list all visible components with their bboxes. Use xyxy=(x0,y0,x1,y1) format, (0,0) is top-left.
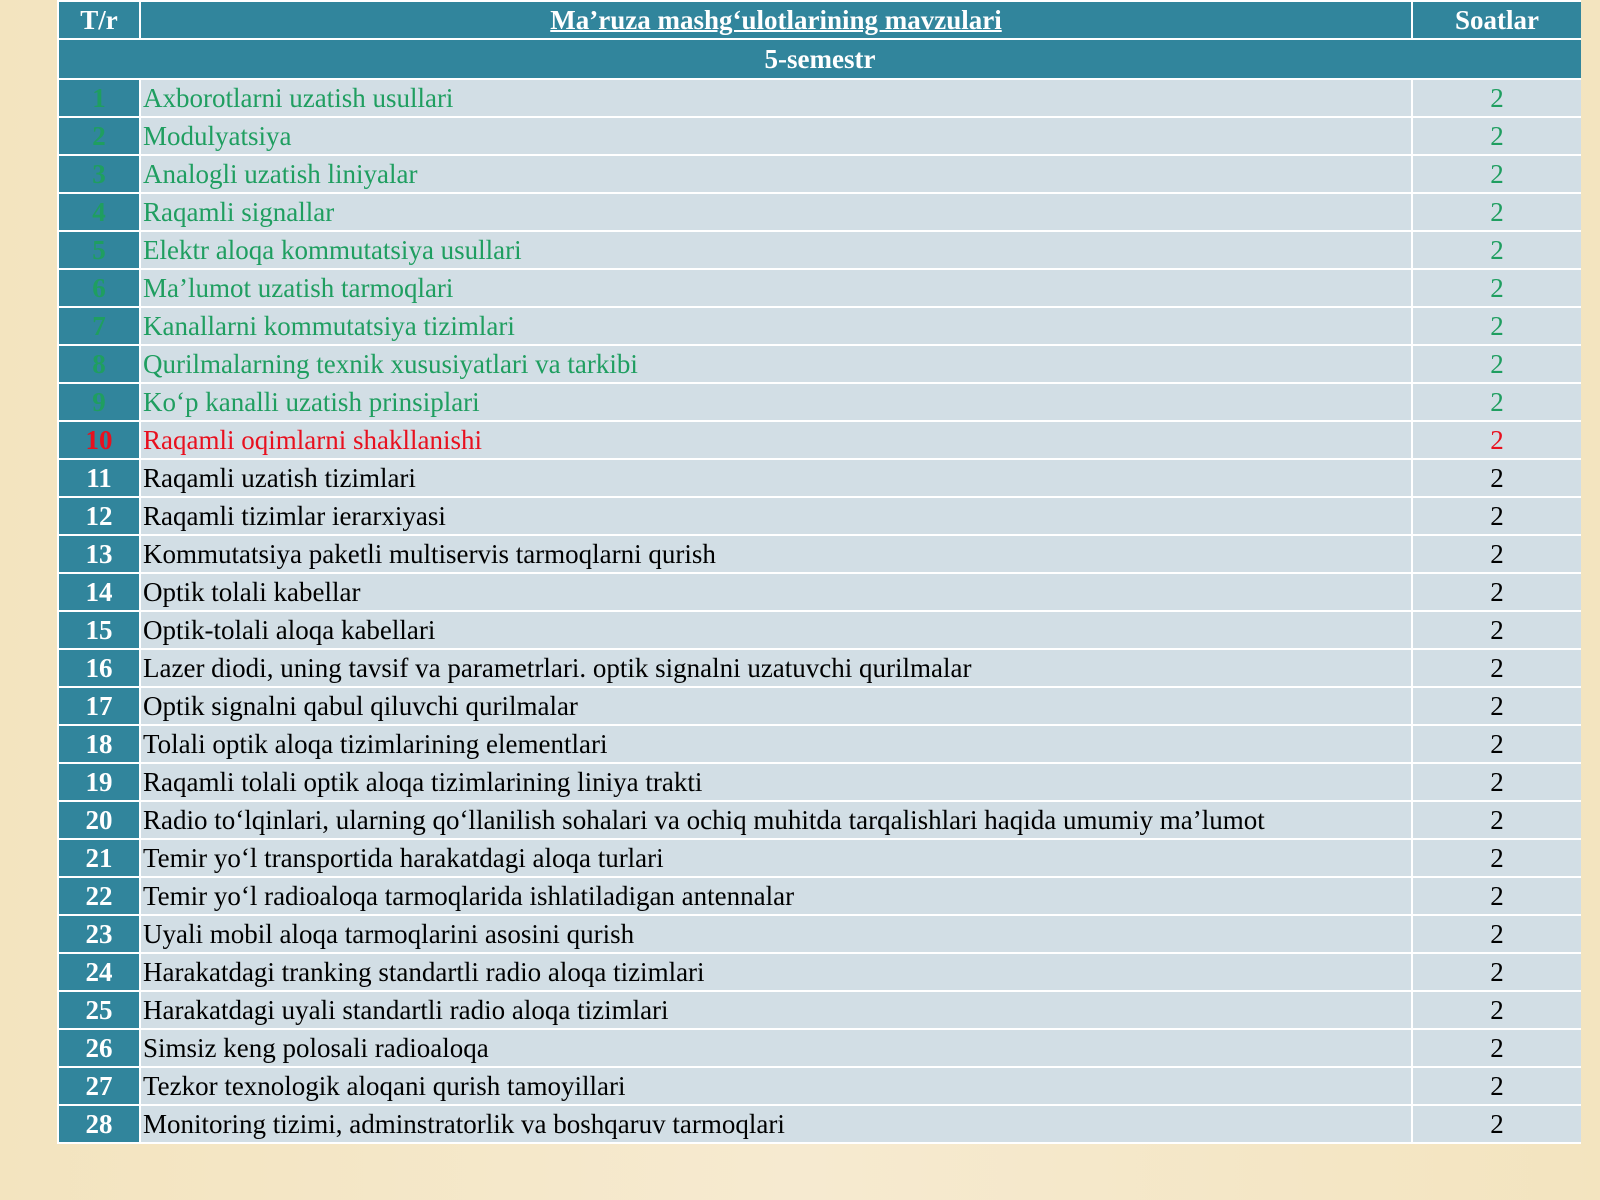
row-topic: Monitoring tizimi, adminstratorlik va boshqaruv tarmoqlari xyxy=(140,1105,1388,1143)
row-spacer xyxy=(1388,573,1412,611)
row-number: 20 xyxy=(58,801,140,839)
row-hours: 2 xyxy=(1412,611,1581,649)
row-hours: 2 xyxy=(1412,79,1581,117)
row-spacer xyxy=(1388,345,1412,383)
row-topic: Ma’lumot uzatish tarmoqlari xyxy=(140,269,1388,307)
row-topic: Raqamli uzatish tizimlari xyxy=(140,459,1388,497)
row-number: 26 xyxy=(58,1029,140,1067)
row-number: 23 xyxy=(58,915,140,953)
row-number: 7 xyxy=(58,307,140,345)
row-hours: 2 xyxy=(1412,383,1581,421)
lecture-topics-table xyxy=(57,0,1581,1144)
row-hours: 2 xyxy=(1412,1067,1581,1105)
table-row xyxy=(58,535,1581,573)
row-topic: Elektr aloqa kommutatsiya usullari xyxy=(140,231,1388,269)
row-spacer xyxy=(1388,991,1412,1029)
row-number: 4 xyxy=(58,193,140,231)
table-row xyxy=(58,839,1581,877)
lecture-topics-table-container xyxy=(57,0,1581,1200)
table-row xyxy=(58,1029,1581,1067)
row-hours: 2 xyxy=(1412,345,1581,383)
row-topic: Modulyatsiya xyxy=(140,117,1388,155)
header-row xyxy=(58,1,1581,39)
row-topic: Harakatdagi uyali standartli radio aloqa tizimlari xyxy=(140,991,1388,1029)
row-hours: 2 xyxy=(1412,763,1581,801)
row-spacer xyxy=(1388,421,1412,459)
row-hours: 2 xyxy=(1412,573,1581,611)
row-spacer xyxy=(1388,839,1412,877)
row-topic: Harakatdagi tranking standartli radio aloqa tizimlari xyxy=(140,953,1388,991)
header-num: T/r xyxy=(58,1,140,39)
row-spacer xyxy=(1388,459,1412,497)
row-spacer xyxy=(1388,269,1412,307)
row-spacer xyxy=(1388,535,1412,573)
row-number: 2 xyxy=(58,117,140,155)
row-number: 14 xyxy=(58,573,140,611)
row-spacer xyxy=(1388,1105,1412,1143)
row-number: 16 xyxy=(58,649,140,687)
table-row xyxy=(58,953,1581,991)
semester-label: 5-semestr xyxy=(58,39,1581,79)
row-spacer xyxy=(1388,953,1412,991)
row-hours: 2 xyxy=(1412,725,1581,763)
table-row xyxy=(58,79,1581,117)
row-number: 24 xyxy=(58,953,140,991)
row-hours: 2 xyxy=(1412,649,1581,687)
row-spacer xyxy=(1388,79,1412,117)
row-spacer xyxy=(1388,801,1412,839)
row-spacer xyxy=(1388,231,1412,269)
row-hours: 2 xyxy=(1412,459,1581,497)
row-number: 9 xyxy=(58,383,140,421)
row-topic: Raqamli tizimlar ierarxiyasi xyxy=(140,497,1388,535)
row-topic: Kanallarni kommutatsiya tizimlari xyxy=(140,307,1388,345)
row-topic: Lazer diodi, uning tavsif va parametrlari. optik signalni uzatuvchi qurilmalar xyxy=(140,649,1388,687)
row-spacer xyxy=(1388,763,1412,801)
table-row xyxy=(58,687,1581,725)
table-row xyxy=(58,1105,1581,1143)
row-number: 1 xyxy=(58,79,140,117)
row-hours: 2 xyxy=(1412,1105,1581,1143)
table-row xyxy=(58,193,1581,231)
row-hours: 2 xyxy=(1412,915,1581,953)
row-hours: 2 xyxy=(1412,1029,1581,1067)
row-spacer xyxy=(1388,117,1412,155)
row-spacer xyxy=(1388,497,1412,535)
row-topic: Analogli uzatish liniyalar xyxy=(140,155,1388,193)
table-row xyxy=(58,611,1581,649)
table-row xyxy=(58,1067,1581,1105)
row-topic: Temir yo‘l radioaloqa tarmoqlarida ishlatiladigan antennalar xyxy=(140,877,1388,915)
row-hours: 2 xyxy=(1412,269,1581,307)
table-row xyxy=(58,649,1581,687)
row-topic: Kommutatsiya paketli multiservis tarmoqlarni qurish xyxy=(140,535,1388,573)
row-number: 27 xyxy=(58,1067,140,1105)
row-hours: 2 xyxy=(1412,801,1581,839)
row-spacer xyxy=(1388,383,1412,421)
row-topic: Raqamli tolali optik aloqa tizimlarining liniya trakti xyxy=(140,763,1388,801)
row-hours: 2 xyxy=(1412,991,1581,1029)
row-spacer xyxy=(1388,1067,1412,1105)
row-number: 21 xyxy=(58,839,140,877)
row-topic: Simsiz keng polosali radioaloqa xyxy=(140,1029,1388,1067)
row-topic: Qurilmalarning texnik xususiyatlari va tarkibi xyxy=(140,345,1388,383)
row-hours: 2 xyxy=(1412,421,1581,459)
row-number: 12 xyxy=(58,497,140,535)
row-hours: 2 xyxy=(1412,307,1581,345)
table-row xyxy=(58,725,1581,763)
row-topic: Raqamli signallar xyxy=(140,193,1388,231)
row-topic: Temir yo‘l transportida harakatdagi aloqa turlari xyxy=(140,839,1388,877)
row-number: 22 xyxy=(58,877,140,915)
row-hours: 2 xyxy=(1412,231,1581,269)
row-number: 3 xyxy=(58,155,140,193)
table-row xyxy=(58,307,1581,345)
row-number: 15 xyxy=(58,611,140,649)
row-hours: 2 xyxy=(1412,877,1581,915)
row-number: 11 xyxy=(58,459,140,497)
row-topic: Optik signalni qabul qiluvchi qurilmalar xyxy=(140,687,1388,725)
table-row xyxy=(58,421,1581,459)
row-topic: Radio to‘lqinlari, ularning qo‘llanilish sohalari va ochiq muhitda tarqalishlari haqida umumiy ma’lumot xyxy=(140,801,1388,839)
table-header xyxy=(58,1,1581,39)
row-topic: Axborotlarni uzatish usullari xyxy=(140,79,1388,117)
semester-row xyxy=(58,39,1581,79)
header-hours: Soatlar xyxy=(1412,1,1581,39)
row-number: 19 xyxy=(58,763,140,801)
row-spacer xyxy=(1388,193,1412,231)
row-number: 25 xyxy=(58,991,140,1029)
row-number: 17 xyxy=(58,687,140,725)
row-spacer xyxy=(1388,649,1412,687)
table-row xyxy=(58,459,1581,497)
row-number: 13 xyxy=(58,535,140,573)
row-spacer xyxy=(1388,611,1412,649)
table-row xyxy=(58,763,1581,801)
table-row xyxy=(58,801,1581,839)
table-row xyxy=(58,269,1581,307)
row-spacer xyxy=(1388,1029,1412,1067)
row-hours: 2 xyxy=(1412,497,1581,535)
row-number: 5 xyxy=(58,231,140,269)
row-hours: 2 xyxy=(1412,155,1581,193)
row-spacer xyxy=(1388,915,1412,953)
row-spacer xyxy=(1388,155,1412,193)
row-number: 10 xyxy=(58,421,140,459)
table-row xyxy=(58,155,1581,193)
row-spacer xyxy=(1388,307,1412,345)
semester-section xyxy=(58,39,1581,79)
row-hours: 2 xyxy=(1412,117,1581,155)
row-topic: Tolali optik aloqa tizimlarining elementlari xyxy=(140,725,1388,763)
row-topic: Uyali mobil aloqa tarmoqlarini asosini qurish xyxy=(140,915,1388,953)
row-topic: Optik tolali kabellar xyxy=(140,573,1388,611)
table-row xyxy=(58,877,1581,915)
table-row xyxy=(58,915,1581,953)
row-number: 18 xyxy=(58,725,140,763)
table-row xyxy=(58,117,1581,155)
row-hours: 2 xyxy=(1412,193,1581,231)
row-spacer xyxy=(1388,725,1412,763)
row-hours: 2 xyxy=(1412,535,1581,573)
table-row xyxy=(58,497,1581,535)
row-hours: 2 xyxy=(1412,687,1581,725)
row-topic: Optik-tolali aloqa kabellari xyxy=(140,611,1388,649)
row-topic: Tezkor texnologik aloqani qurish tamoyillari xyxy=(140,1067,1388,1105)
row-spacer xyxy=(1388,687,1412,725)
row-hours: 2 xyxy=(1412,839,1581,877)
topic-rows xyxy=(58,79,1581,1143)
table-row xyxy=(58,383,1581,421)
row-topic: Ko‘p kanalli uzatish prinsiplari xyxy=(140,383,1388,421)
table-row xyxy=(58,991,1581,1029)
row-topic: Raqamli oqimlarni shakllanishi xyxy=(140,421,1388,459)
table-row xyxy=(58,345,1581,383)
table-row xyxy=(58,231,1581,269)
header-topic: Ma’ruza mashg‘ulotlarining mavzulari xyxy=(140,1,1412,39)
table-row xyxy=(58,573,1581,611)
row-number: 6 xyxy=(58,269,140,307)
row-number: 28 xyxy=(58,1105,140,1143)
row-hours: 2 xyxy=(1412,953,1581,991)
row-number: 8 xyxy=(58,345,140,383)
row-spacer xyxy=(1388,877,1412,915)
